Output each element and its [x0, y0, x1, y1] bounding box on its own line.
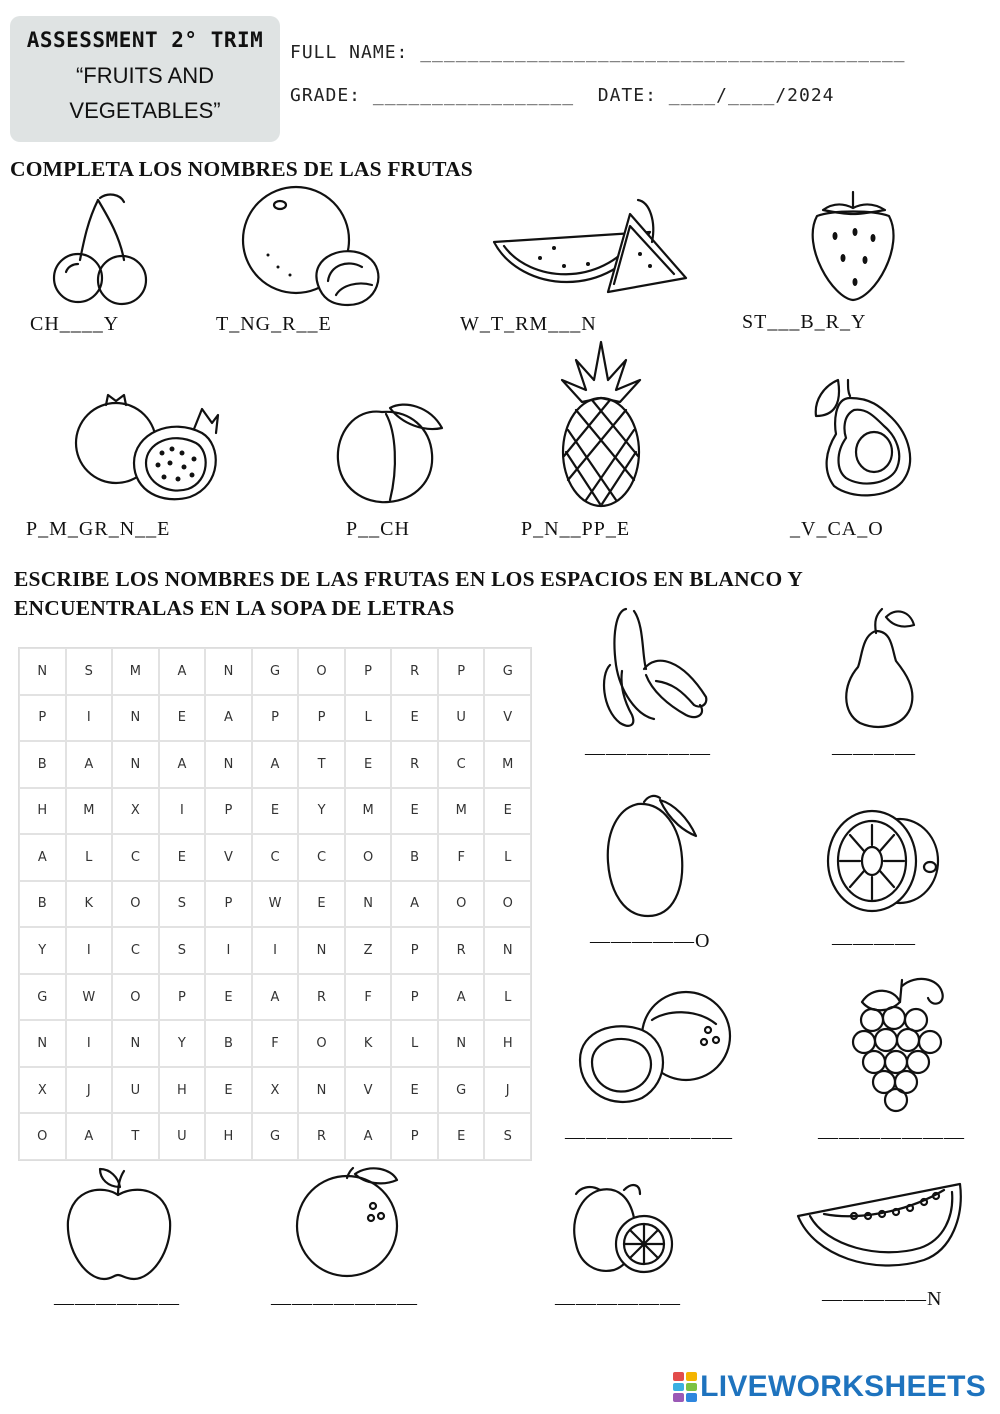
grid-cell[interactable]: L — [484, 834, 531, 881]
grid-cell[interactable]: G — [252, 648, 299, 695]
word-pomegranate[interactable]: P_M_GR_N__E — [26, 518, 171, 540]
grid-cell[interactable]: O — [298, 1020, 345, 1067]
grid-cell[interactable]: P — [298, 695, 345, 742]
grid-cell[interactable]: P — [391, 974, 438, 1021]
grid-cell[interactable]: O — [112, 881, 159, 928]
grid-cell[interactable]: A — [66, 1113, 113, 1160]
pomegranate-icon — [72, 393, 224, 505]
grid-cell[interactable]: H — [205, 1113, 252, 1160]
grid-cell[interactable]: P — [345, 648, 392, 695]
topic-line-2: VEGETABLES” — [69, 98, 221, 123]
grid-cell[interactable]: Y — [159, 1020, 206, 1067]
avocado-icon — [808, 374, 920, 498]
grid-cell[interactable]: J — [484, 1067, 531, 1114]
grid-cell[interactable]: X — [252, 1067, 299, 1114]
grid-cell[interactable]: I — [66, 695, 113, 742]
grid-cell[interactable]: E — [205, 974, 252, 1021]
grid-cell[interactable]: K — [66, 881, 113, 928]
grid-cell[interactable]: X — [19, 1067, 66, 1114]
mango-icon — [604, 792, 702, 920]
peach-icon — [334, 398, 446, 506]
grid-cell[interactable]: I — [252, 927, 299, 974]
blank-melon[interactable]: —————N — [822, 1288, 943, 1310]
melon-icon — [794, 1176, 966, 1274]
grid-cell[interactable]: A — [252, 741, 299, 788]
grid-cell[interactable]: O — [484, 881, 531, 928]
grid-cell[interactable]: N — [484, 927, 531, 974]
grid-cell[interactable]: H — [159, 1067, 206, 1114]
grid-cell[interactable]: U — [159, 1113, 206, 1160]
grid-cell[interactable]: N — [298, 927, 345, 974]
grid-cell[interactable]: A — [159, 648, 206, 695]
grid-cell[interactable]: N — [298, 1067, 345, 1114]
grid-cell[interactable]: I — [66, 1020, 113, 1067]
grid-cell[interactable]: E — [345, 741, 392, 788]
grid-cell[interactable]: C — [112, 834, 159, 881]
grid-cell[interactable]: R — [298, 974, 345, 1021]
grid-cell[interactable]: P — [252, 695, 299, 742]
topic-line-1: “FRUITS AND — [75, 63, 215, 88]
orange-icon — [295, 1166, 403, 1278]
grid-cell[interactable]: E — [252, 788, 299, 835]
grid-cell[interactable]: F — [345, 974, 392, 1021]
grid-cell[interactable]: M — [345, 788, 392, 835]
grid-cell[interactable]: V — [484, 695, 531, 742]
grid-cell[interactable]: E — [159, 834, 206, 881]
word-search-grid[interactable] — [18, 647, 532, 1161]
grid-cell[interactable]: R — [391, 741, 438, 788]
grid-cell[interactable]: E — [298, 881, 345, 928]
kiwi-icon — [826, 805, 942, 915]
blank-pear[interactable]: ———— — [832, 742, 916, 764]
grid-cell[interactable]: L — [345, 695, 392, 742]
grid-cell[interactable]: N — [205, 648, 252, 695]
grid-cell[interactable]: N — [112, 1020, 159, 1067]
logo-text: LIVEWORKSHEETS — [700, 1370, 986, 1403]
word-pineapple[interactable]: P_N__PP_E — [521, 518, 631, 540]
grid-cell[interactable]: R — [391, 648, 438, 695]
word-watermelon[interactable]: W_T_RM___N — [460, 313, 597, 335]
grid-cell[interactable]: I — [66, 927, 113, 974]
grid-cell[interactable]: N — [345, 881, 392, 928]
grid-cell[interactable]: P — [205, 881, 252, 928]
grid-cell[interactable]: A — [205, 695, 252, 742]
strawberry-icon — [803, 186, 903, 306]
grid-cell[interactable]: S — [484, 1113, 531, 1160]
grid-cell[interactable]: N — [438, 1020, 485, 1067]
grid-cell[interactable]: J — [66, 1067, 113, 1114]
grid-cell[interactable]: T — [112, 1113, 159, 1160]
grid-cell[interactable]: M — [438, 788, 485, 835]
grid-cell[interactable]: X — [112, 788, 159, 835]
tangerine-icon — [238, 185, 393, 313]
grid-cell[interactable]: E — [205, 1067, 252, 1114]
grid-cell[interactable]: C — [298, 834, 345, 881]
grid-cell[interactable]: O — [345, 834, 392, 881]
grid-cell[interactable]: L — [484, 974, 531, 1021]
title-box — [10, 16, 280, 142]
grid-cell[interactable]: E — [391, 695, 438, 742]
blank-banana[interactable]: —————— — [585, 742, 711, 764]
grid-cell[interactable]: B — [205, 1020, 252, 1067]
blank-coconut[interactable]: ———————— — [565, 1126, 733, 1148]
word-cherry[interactable]: CH____Y — [30, 313, 120, 335]
apple-icon — [64, 1165, 174, 1283]
grid-cell[interactable]: E — [391, 1067, 438, 1114]
grid-cell[interactable]: K — [345, 1020, 392, 1067]
grid-cell[interactable]: B — [391, 834, 438, 881]
grid-cell[interactable]: B — [19, 741, 66, 788]
grid-cell[interactable]: C — [252, 834, 299, 881]
grid-cell[interactable]: N — [112, 695, 159, 742]
grid-cell[interactable]: M — [484, 741, 531, 788]
cherry-icon — [48, 190, 153, 305]
grid-cell[interactable]: F — [438, 834, 485, 881]
grid-cell[interactable]: Z — [345, 927, 392, 974]
grid-cell[interactable]: G — [438, 1067, 485, 1114]
grid-cell[interactable]: S — [159, 927, 206, 974]
section-1-title: COMPLETA LOS NOMBRES DE LAS FRUTAS — [10, 157, 473, 181]
grid-cell[interactable]: Y — [19, 927, 66, 974]
grid-cell[interactable]: E — [484, 788, 531, 835]
full-name-field[interactable]: FULL NAME: _________________________________________ — [290, 42, 906, 63]
grid-cell[interactable]: O — [19, 1113, 66, 1160]
blank-grapes[interactable]: ——————— — [818, 1126, 965, 1148]
grid-cell[interactable]: H — [19, 788, 66, 835]
grid-cell[interactable]: V — [205, 834, 252, 881]
grid-cell[interactable]: O — [112, 974, 159, 1021]
banana-icon — [596, 605, 714, 733]
grid-cell[interactable]: M — [66, 788, 113, 835]
grid-cell[interactable]: A — [391, 881, 438, 928]
grid-cell[interactable]: S — [159, 881, 206, 928]
grid-cell[interactable]: U — [438, 695, 485, 742]
grid-cell[interactable]: R — [438, 927, 485, 974]
grid-cell[interactable]: T — [298, 741, 345, 788]
pineapple-icon — [556, 340, 646, 510]
grid-cell[interactable]: G — [19, 974, 66, 1021]
grid-cell[interactable]: P — [438, 648, 485, 695]
assessment-title: ASSESSMENT 2° TRIM — [26, 28, 264, 52]
grid-cell[interactable]: B — [19, 881, 66, 928]
section-2-title-line-2: ENCUENTRALAS EN LA SOPA DE LETRAS — [14, 596, 455, 620]
grid-cell[interactable]: O — [298, 648, 345, 695]
grid-cell[interactable]: A — [438, 974, 485, 1021]
grid-cell[interactable]: N — [205, 741, 252, 788]
logo-mark-icon — [673, 1372, 697, 1402]
grid-cell[interactable]: A — [345, 1113, 392, 1160]
blank-mango[interactable]: —————O — [590, 930, 711, 952]
grid-cell[interactable]: P — [159, 974, 206, 1021]
grid-cell[interactable]: S — [66, 648, 113, 695]
grid-cell[interactable]: M — [112, 648, 159, 695]
grid-cell[interactable]: A — [252, 974, 299, 1021]
grid-cell[interactable]: G — [484, 648, 531, 695]
grid-cell[interactable]: I — [159, 788, 206, 835]
grid-cell[interactable]: I — [205, 927, 252, 974]
grapes-icon — [842, 972, 954, 1114]
grid-cell[interactable]: H — [484, 1020, 531, 1067]
blank-orange[interactable]: ——————— — [271, 1292, 418, 1314]
grid-cell[interactable]: P — [19, 695, 66, 742]
grid-cell[interactable]: V — [345, 1067, 392, 1114]
grid-cell[interactable]: W — [66, 974, 113, 1021]
grid-cell[interactable]: C — [112, 927, 159, 974]
blank-lemon[interactable]: —————— — [555, 1292, 681, 1314]
blank-kiwi[interactable]: ———— — [832, 932, 916, 954]
grid-cell[interactable]: A — [159, 741, 206, 788]
grid-cell[interactable]: A — [19, 834, 66, 881]
grid-cell[interactable]: P — [391, 927, 438, 974]
grid-cell[interactable]: E — [159, 695, 206, 742]
grid-cell[interactable]: E — [391, 788, 438, 835]
grid-cell[interactable]: Y — [298, 788, 345, 835]
word-peach[interactable]: P__CH — [346, 518, 410, 540]
grid-cell[interactable]: W — [252, 881, 299, 928]
grid-cell[interactable]: R — [298, 1113, 345, 1160]
lemon-icon — [570, 1180, 676, 1276]
grid-cell[interactable]: F — [252, 1020, 299, 1067]
grid-cell[interactable]: A — [66, 741, 113, 788]
liveworksheets-logo — [673, 1370, 986, 1404]
grid-cell[interactable]: L — [66, 834, 113, 881]
grid-cell[interactable]: P — [391, 1113, 438, 1160]
grid-cell[interactable]: N — [19, 648, 66, 695]
grid-cell[interactable]: U — [112, 1067, 159, 1114]
word-tangerine[interactable]: T_NG_R__E — [216, 313, 332, 335]
pear-icon — [838, 605, 918, 731]
grid-cell[interactable]: O — [438, 881, 485, 928]
grid-cell[interactable]: G — [252, 1113, 299, 1160]
grid-cell[interactable]: N — [112, 741, 159, 788]
word-strawberry[interactable]: ST___B_R_Y — [742, 311, 867, 333]
watermelon-icon — [490, 192, 690, 302]
grid-cell[interactable]: E — [438, 1113, 485, 1160]
blank-apple[interactable]: —————— — [54, 1292, 180, 1314]
grade-date-field[interactable]: GRADE: _________________ DATE: ____/____/2024 — [290, 85, 835, 106]
section-2-title-line-1: ESCRIBE LOS NOMBRES DE LAS FRUTAS EN LOS ESPACIOS EN BLANCO Y — [14, 567, 803, 591]
grid-cell[interactable]: C — [438, 741, 485, 788]
grid-cell[interactable]: P — [205, 788, 252, 835]
coconut-icon — [576, 990, 736, 1105]
grid-cell[interactable]: L — [391, 1020, 438, 1067]
word-avocado[interactable]: _V_CA_O — [790, 518, 884, 540]
grid-cell[interactable]: N — [19, 1020, 66, 1067]
